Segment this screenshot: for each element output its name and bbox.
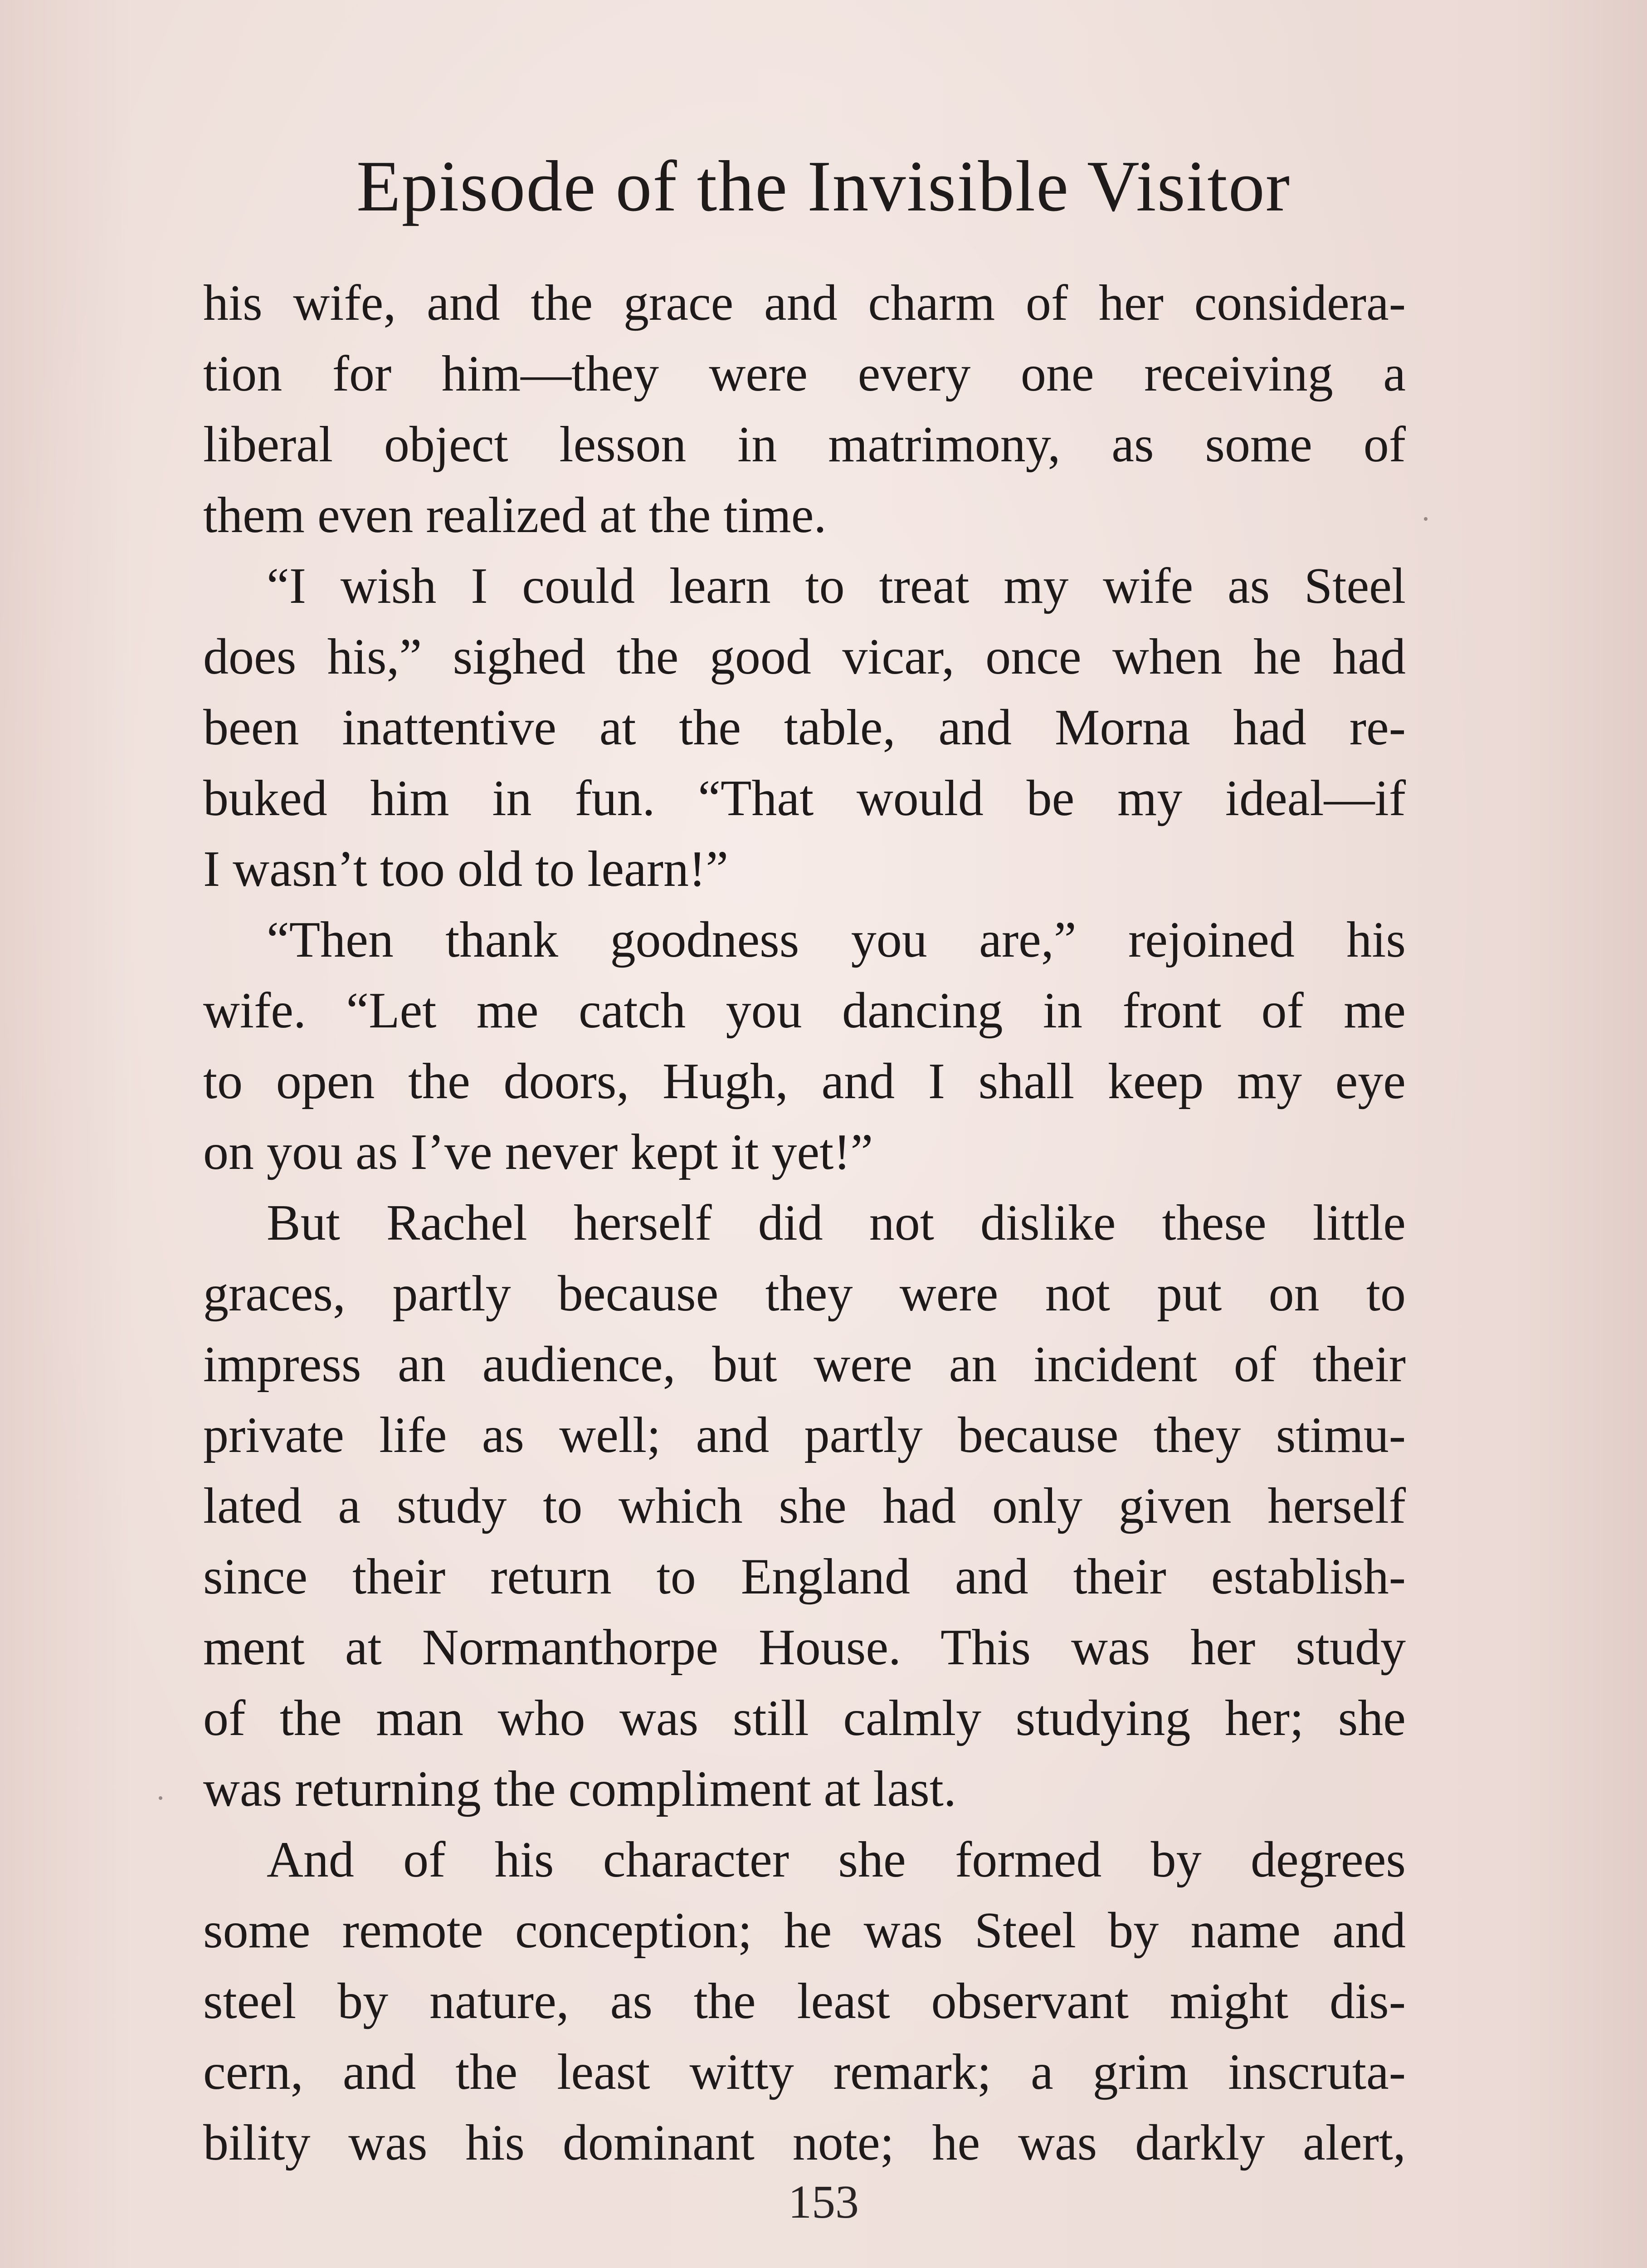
text-line: lated a study to which she had only given herself (203, 1478, 1406, 1534)
text-line: graces, partly because they were not put on to (203, 1266, 1406, 1322)
text-line: on you as I’ve never kept it yet!” (203, 1124, 873, 1180)
text-line: buked him in fun. “That would be my ideal—if (203, 770, 1406, 826)
text-line: tion for him—they were every one receiving a (203, 346, 1406, 402)
text-line: private life as well; and partly because they stimu- (203, 1407, 1406, 1463)
text-line: I wasn’t too old to learn!” (203, 841, 729, 897)
text-line: been inattentive at the table, and Morna had re- (203, 699, 1406, 756)
text-line: But Rachel herself did not dislike these little (267, 1195, 1406, 1251)
text-line: was returning the compliment at last. (203, 1761, 956, 1817)
paper-speck (1424, 517, 1428, 521)
text-line: impress an audience, but were an incident of their (203, 1336, 1406, 1393)
paper-speck (159, 1796, 162, 1800)
text-line: cern, and the least witty remark; a grim inscruta- (203, 2044, 1406, 2100)
text-line: “I wish I could learn to treat my wife as Steel (267, 558, 1406, 614)
text-line: steel by nature, as the least observant might dis- (203, 1973, 1406, 2029)
text-line: And of his character she formed by degrees (267, 1832, 1406, 1888)
text-line: them even realized at the time. (203, 487, 827, 543)
text-line: bility was his dominant note; he was darkly alert, (203, 2115, 1406, 2171)
text-line: ment at Normanthorpe House. This was her study (203, 1619, 1406, 1676)
text-line: “Then thank goodness you are,” rejoined his (267, 912, 1406, 968)
text-line: wife. “Let me catch you dancing in front of me (203, 982, 1406, 1039)
running-head: Episode of the Invisible Visitor (356, 146, 1291, 226)
text-line: his wife, and the grace and charm of her considera- (203, 275, 1406, 331)
text-line: to open the doors, Hugh, and I shall keep my eye (203, 1053, 1406, 1110)
page-number: 153 (788, 2176, 859, 2228)
body-text (203, 268, 1406, 2178)
text-line: does his,” sighed the good vicar, once when he had (203, 629, 1406, 685)
text-line: some remote conception; he was Steel by name and (203, 1902, 1406, 1959)
text-line: since their return to England and their establish- (203, 1549, 1406, 1605)
text-line: of the man who was still calmly studying her; she (203, 1690, 1406, 1746)
text-line: liberal object lesson in matrimony, as some of (203, 416, 1406, 473)
